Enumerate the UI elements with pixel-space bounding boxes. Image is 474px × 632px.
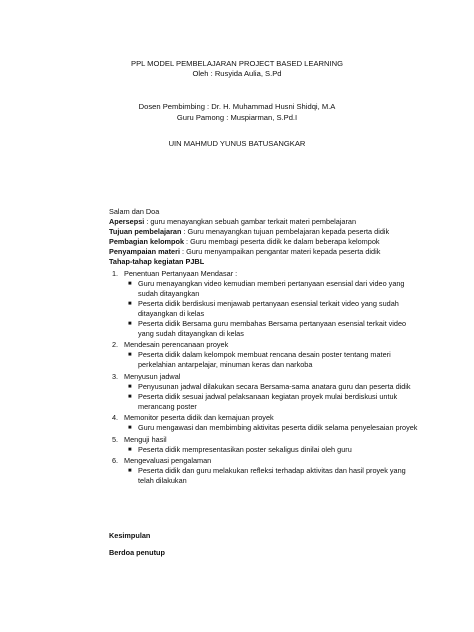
step-number: 1. <box>112 268 119 278</box>
sub-item: ■ Peserta didik dan guru melakukan refleksi terhadap aktivitas dan hasil proyek yang telah dilakukan <box>128 466 406 485</box>
sub-item: ■ Guru mengawasi dan membimbing aktivitas peserta didik selama penyelesaian proyek <box>128 423 418 432</box>
step-title: Mengevaluasi pengalaman <box>124 456 212 465</box>
step-title: Memonitor peserta didik dan kemajuan proyek <box>124 413 274 422</box>
penyampaian-line <box>109 247 419 257</box>
apersepsi-line <box>109 217 419 227</box>
step-number: 2. <box>112 340 119 349</box>
step-number: 6. <box>112 456 119 465</box>
bullet-icon: ■ <box>128 320 132 327</box>
step-sublist <box>124 350 419 370</box>
step-title: Menyusun jadwal <box>124 371 181 381</box>
step-item <box>109 269 419 339</box>
step-title: Penentuan Pertanyaan Mendasar : <box>124 268 238 278</box>
pembagian-line <box>109 237 419 247</box>
steps-heading: Tahap-tahap kegiatan PJBL <box>109 257 205 266</box>
step-item <box>109 435 419 455</box>
step-number: 5. <box>112 434 119 444</box>
penyampaian-text: : Guru menyampaikan pengantar materi kepada peserta didik <box>179 247 381 256</box>
bullet-icon: ■ <box>128 425 132 431</box>
sub-item: ■ Peserta didik dalam kelompok membuat rencana desain poster tentang materi perkelahian antarpelajar, minuman keras dan narkoba <box>128 350 391 369</box>
step-title: Mendesain perencanaan proyek <box>124 340 229 349</box>
bullet-icon: ■ <box>128 393 132 400</box>
step-sublist <box>124 279 419 339</box>
step-item <box>109 340 419 370</box>
step-number: 3. <box>112 371 119 381</box>
pembagian-label: Pembagian kelompok <box>109 237 185 246</box>
tujuan-label: Tujuan pembelajaran <box>109 227 182 236</box>
sub-item: ■ Guru menayangkan video kemudian memberi pertanyaan esensial dari video yang sudah ditayangkan <box>128 278 405 298</box>
step-sublist <box>124 466 419 486</box>
tujuan-text: : Guru menayangkan tujuan pembelajaran kepada peserta didik <box>181 227 390 236</box>
berdoa-heading: Berdoa penutup <box>109 548 165 557</box>
sub-item: ■ Peserta didik berdiskusi menjawab pertanyaan esensial terkait video yang sudah ditayangkan di kelas <box>128 298 399 318</box>
bullet-icon: ■ <box>128 383 132 390</box>
pembagian-text: : Guru membagi peserta didik ke dalam beberapa kelompok <box>184 237 380 246</box>
steps-list <box>109 269 419 487</box>
mentor-line: Guru Pamong : Muspiarman, S.Pd.I <box>176 113 298 122</box>
apersepsi-text: : guru menayangkan sebuah gambar terkait materi pembelajaran <box>144 217 357 226</box>
sub-item: ■ Peserta didik mempresentasikan poster sekaligus dinilai oleh guru <box>128 444 352 454</box>
step-number: 4. <box>112 413 119 422</box>
bullet-icon: ■ <box>128 468 132 474</box>
step-item <box>109 456 419 486</box>
step-item <box>109 413 419 433</box>
bullet-icon: ■ <box>128 446 132 453</box>
supervisor-line: Dosen Pembimbing : Dr. H. Muhammad Husni Shidqi, M.A <box>138 102 336 111</box>
penyampaian-label: Penyampaian materi <box>109 247 180 256</box>
step-sublist <box>124 445 419 455</box>
kesimpulan-heading: Kesimpulan <box>109 531 151 540</box>
apersepsi-label: Apersepsi <box>109 217 145 226</box>
bullet-icon: ■ <box>128 280 132 287</box>
document-title: PPL MODEL PEMBELAJARAN PROJECT BASED LEARNING <box>131 59 343 68</box>
bullet-icon: ■ <box>128 300 132 307</box>
institution-line: UIN MAHMUD YUNUS BATUSANGKAR <box>168 139 306 148</box>
author-line: Oleh : Rusyida Aulia, S.Pd <box>192 69 282 78</box>
bullet-icon: ■ <box>128 352 132 358</box>
step-sublist <box>124 382 419 412</box>
sub-item: ■ Penyusunan jadwal dilakukan secara Bersama-sama anatara guru dan peserta didik <box>128 381 411 391</box>
step-item <box>109 372 419 412</box>
sub-item: ■ Peserta didik sesuai jadwal pelaksanaan kegiatan proyek mulai berdiskusi untuk merancang poster <box>128 391 398 411</box>
sub-item: ■ Peserta didik Bersama guru membahas Bersama pertanyaan esensial terkait video yang sudah ditayangkan di kelas <box>128 318 407 338</box>
tujuan-line <box>109 227 419 237</box>
step-sublist <box>124 423 419 433</box>
greeting-line: Salam dan Doa <box>109 207 160 216</box>
step-title: Menguji hasil <box>124 434 167 444</box>
lesson-body <box>109 207 419 486</box>
